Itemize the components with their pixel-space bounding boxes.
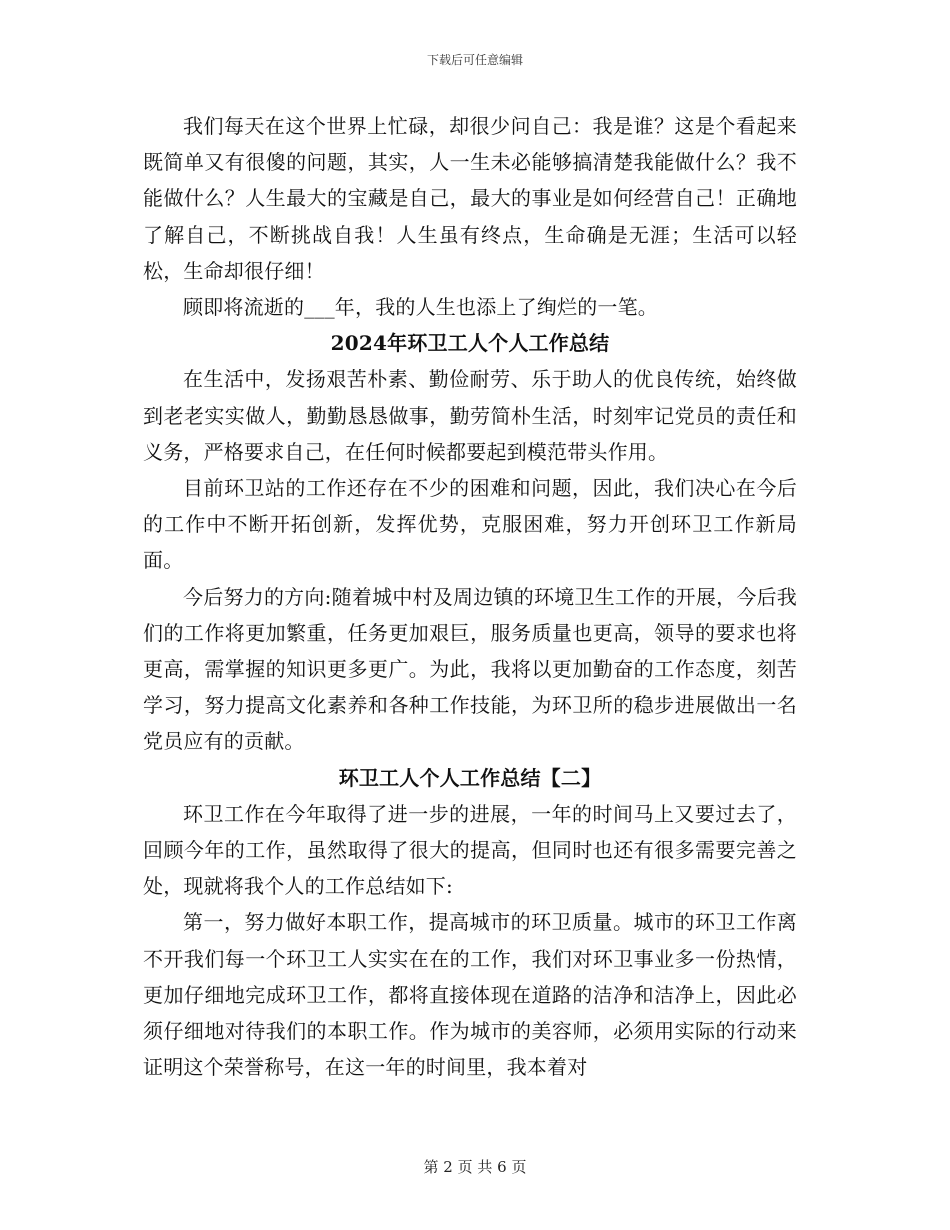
page-number: 第 2 页 共 6 页	[423, 1158, 527, 1176]
section-heading-two: 环卫工人个人工作总结【二】	[338, 765, 602, 790]
paragraph-first-point: 第一，努力做好本职工作，提高城市的环卫质量。城市的环卫工作离不开我们每一个环卫工人实实在在的工作，我们对环卫事业多一份热情，更加仔细地完成环卫工作，都将直接体现在道路的洁净和洁净上，因此必须仔细地对待我们的本职工作。作为城市的美容师，必须用实际的行动来证明这个荣誉称号，在这一年的时间里，我本着对	[143, 910, 797, 1080]
paragraph-intro: 我们每天在这个世界上忙碌，却很少问自己：我是谁？这是个看起来既简单又有很傻的问题，其实，人一生未必能够搞清楚我能做什么？我不能做什么？人生最大的宝藏是自己，最大的事业是如何经营自己！正确地了解自己，不断挑战自我！人生虽有终点，生命确是无涯；生活可以轻松，生命却很仔细！	[143, 114, 797, 283]
paragraph-review: 顾即将流逝的___年，我的人生也添上了绚烂的一笔。	[183, 295, 658, 320]
paragraph-direction: 今后努力的方向:随着城中村及周边镇的环境卫生工作的开展，今后我们的工作将更加繁重，任务更加艰巨，服务质量也更高，领导的要求也将更高，需掌握的知识更多更广。为此，我将以更加勤奋的工作态度，刻苦学习，努力提高文化素养和各种工作技能，为环卫所的稳步进展做出一名党员应有的贡献。	[143, 584, 797, 754]
section-heading-2024: 2024年环卫工人个人工作总结	[330, 331, 610, 356]
paragraph-progress: 环卫工作在今年取得了进一步的进展，一年的时间马上又要过去了，回顾今年的工作，虽然取得了很大的提高，但同时也还有很多需要完善之处，现就将我个人的工作总结如下:	[143, 801, 797, 899]
paragraph-life: 在生活中，发扬艰苦朴素、勤俭耐劳、乐于助人的优良传统，始终做到老老实实做人，勤勤恳恳做事，勤劳简朴生活，时刻牢记党员的责任和义务，严格要求自己，在任何时候都要起到模范带头作用。	[143, 367, 797, 464]
paragraph-problems: 目前环卫站的工作还存在不少的困难和问题，因此，我们决心在今后的工作中不断开拓创新，发挥优势，克服困难，努力开创环卫工作新局面。	[143, 476, 797, 573]
document-body	[143, 108, 797, 1085]
page-header: 下载后可任意编辑	[426, 53, 523, 67]
